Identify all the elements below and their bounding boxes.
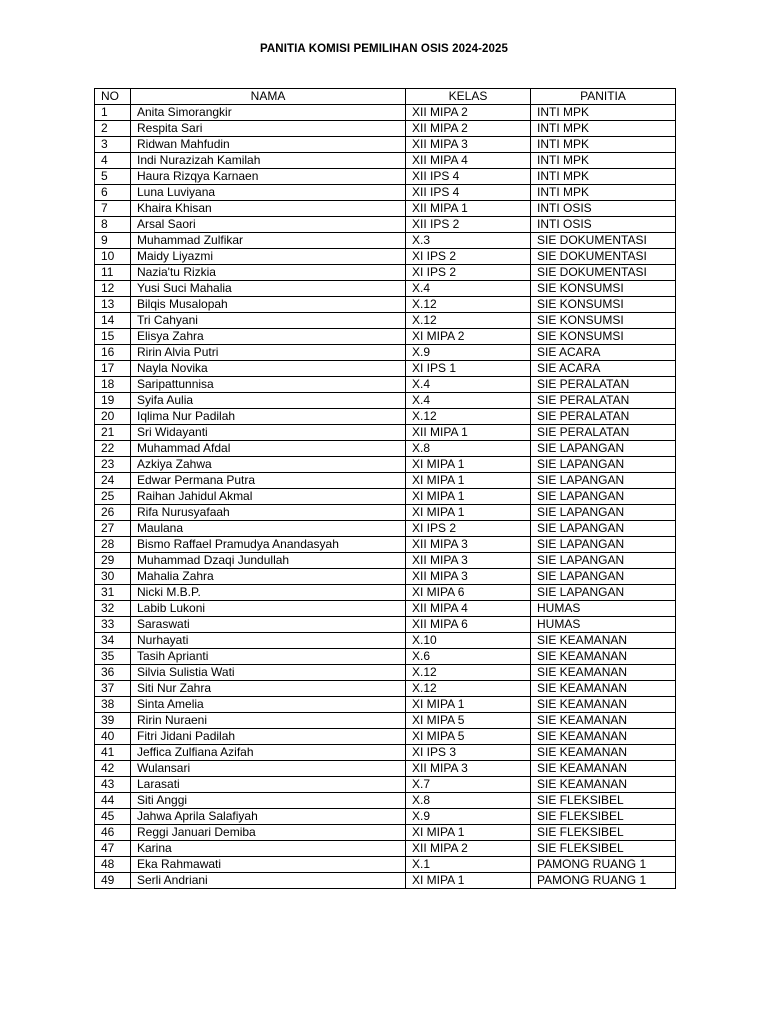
table-row — [95, 761, 676, 777]
cell-nama: Rifa Nurusyafaah — [131, 505, 406, 521]
cell-panitia: SIE KONSUMSI — [531, 281, 676, 297]
cell-kelas: X.12 — [406, 665, 531, 681]
cell-panitia: SIE LAPANGAN — [531, 489, 676, 505]
table-row — [95, 777, 676, 793]
cell-nama: Bismo Raffael Pramudya Anandasyah — [131, 537, 406, 553]
cell-panitia: SIE KEAMANAN — [531, 713, 676, 729]
cell-nama: Ridwan Mahfudin — [131, 137, 406, 153]
cell-panitia: SIE FLEKSIBEL — [531, 793, 676, 809]
cell-panitia: SIE KONSUMSI — [531, 329, 676, 345]
cell-no: 34 — [95, 633, 131, 649]
table-row — [95, 713, 676, 729]
cell-nama: Reggi Januari Demiba — [131, 825, 406, 841]
cell-nama: Khaira Khisan — [131, 201, 406, 217]
cell-nama: Bilqis Musalopah — [131, 297, 406, 313]
cell-panitia: PAMONG RUANG 1 — [531, 857, 676, 873]
table-row — [95, 153, 676, 169]
cell-kelas: XII MIPA 3 — [406, 761, 531, 777]
cell-panitia: INTI MPK — [531, 169, 676, 185]
cell-panitia: HUMAS — [531, 617, 676, 633]
cell-panitia: SIE LAPANGAN — [531, 537, 676, 553]
table-row — [95, 249, 676, 265]
cell-kelas: X.9 — [406, 345, 531, 361]
table-row — [95, 217, 676, 233]
cell-panitia: SIE KEAMANAN — [531, 745, 676, 761]
cell-nama: Tasih Aprianti — [131, 649, 406, 665]
column-header-nama: NAMA — [131, 89, 406, 105]
cell-nama: Sinta Amelia — [131, 697, 406, 713]
cell-kelas: X.6 — [406, 649, 531, 665]
table-row — [95, 361, 676, 377]
table-body — [95, 105, 676, 889]
cell-panitia: SIE LAPANGAN — [531, 505, 676, 521]
column-header-panitia: PANITIA — [531, 89, 676, 105]
cell-kelas: XI MIPA 1 — [406, 505, 531, 521]
cell-nama: Luna Luviyana — [131, 185, 406, 201]
table-row — [95, 537, 676, 553]
cell-nama: Jahwa Aprila Salafiyah — [131, 809, 406, 825]
cell-kelas: XII MIPA 2 — [406, 121, 531, 137]
table-row — [95, 377, 676, 393]
cell-no: 36 — [95, 665, 131, 681]
cell-nama: Silvia Sulistia Wati — [131, 665, 406, 681]
column-header-kelas: KELAS — [406, 89, 531, 105]
table-row — [95, 553, 676, 569]
cell-kelas: XII MIPA 4 — [406, 153, 531, 169]
cell-kelas: X.4 — [406, 377, 531, 393]
table-row — [95, 521, 676, 537]
cell-panitia: PAMONG RUANG 1 — [531, 873, 676, 889]
cell-nama: Syifa Aulia — [131, 393, 406, 409]
cell-panitia: SIE DOKUMENTASI — [531, 265, 676, 281]
cell-panitia: INTI MPK — [531, 105, 676, 121]
cell-no: 9 — [95, 233, 131, 249]
cell-no: 41 — [95, 745, 131, 761]
cell-no: 8 — [95, 217, 131, 233]
cell-nama: Elisya Zahra — [131, 329, 406, 345]
cell-no: 7 — [95, 201, 131, 217]
table-row — [95, 409, 676, 425]
cell-kelas: XII MIPA 2 — [406, 105, 531, 121]
cell-kelas: XI MIPA 5 — [406, 729, 531, 745]
cell-panitia: SIE FLEKSIBEL — [531, 841, 676, 857]
cell-panitia: INTI OSIS — [531, 217, 676, 233]
table-row — [95, 121, 676, 137]
cell-kelas: XI MIPA 1 — [406, 697, 531, 713]
cell-nama: Muhammad Zulfikar — [131, 233, 406, 249]
cell-kelas: X.8 — [406, 793, 531, 809]
table-row — [95, 169, 676, 185]
cell-no: 37 — [95, 681, 131, 697]
cell-panitia: SIE LAPANGAN — [531, 457, 676, 473]
cell-nama: Eka Rahmawati — [131, 857, 406, 873]
cell-kelas: X.12 — [406, 681, 531, 697]
cell-panitia: SIE KEAMANAN — [531, 777, 676, 793]
table-row — [95, 313, 676, 329]
cell-nama: Sri Widayanti — [131, 425, 406, 441]
cell-nama: Muhammad Afdal — [131, 441, 406, 457]
cell-nama: Edwar Permana Putra — [131, 473, 406, 489]
cell-no: 21 — [95, 425, 131, 441]
cell-no: 30 — [95, 569, 131, 585]
cell-kelas: X.8 — [406, 441, 531, 457]
cell-nama: Saripattunnisa — [131, 377, 406, 393]
table-row — [95, 633, 676, 649]
table-row — [95, 281, 676, 297]
table-row — [95, 489, 676, 505]
cell-kelas: XII IPS 4 — [406, 169, 531, 185]
cell-no: 22 — [95, 441, 131, 457]
cell-kelas: XII MIPA 4 — [406, 601, 531, 617]
cell-no: 43 — [95, 777, 131, 793]
cell-nama: Anita Simorangkir — [131, 105, 406, 121]
cell-nama: Maidy Liyazmi — [131, 249, 406, 265]
table-row — [95, 393, 676, 409]
cell-panitia: SIE LAPANGAN — [531, 585, 676, 601]
cell-no: 20 — [95, 409, 131, 425]
cell-nama: Muhammad Dzaqi Jundullah — [131, 553, 406, 569]
cell-no: 18 — [95, 377, 131, 393]
table-row — [95, 841, 676, 857]
table-row — [95, 473, 676, 489]
cell-kelas: XI MIPA 6 — [406, 585, 531, 601]
cell-no: 15 — [95, 329, 131, 345]
cell-nama: Haura Rizqya Karnaen — [131, 169, 406, 185]
cell-nama: Respita Sari — [131, 121, 406, 137]
table-row — [95, 617, 676, 633]
cell-panitia: SIE KEAMANAN — [531, 729, 676, 745]
cell-kelas: XII MIPA 3 — [406, 569, 531, 585]
table-row — [95, 729, 676, 745]
cell-no: 28 — [95, 537, 131, 553]
cell-no: 31 — [95, 585, 131, 601]
cell-no: 11 — [95, 265, 131, 281]
cell-nama: Indi Nurazizah Kamilah — [131, 153, 406, 169]
cell-kelas: XII MIPA 3 — [406, 137, 531, 153]
cell-kelas: X.12 — [406, 313, 531, 329]
cell-no: 24 — [95, 473, 131, 489]
cell-panitia: SIE LAPANGAN — [531, 553, 676, 569]
cell-no: 2 — [95, 121, 131, 137]
cell-no: 48 — [95, 857, 131, 873]
cell-nama: Tri Cahyani — [131, 313, 406, 329]
table-row — [95, 105, 676, 121]
cell-kelas: XI MIPA 1 — [406, 825, 531, 841]
table-row — [95, 297, 676, 313]
cell-kelas: XI IPS 3 — [406, 745, 531, 761]
cell-no: 16 — [95, 345, 131, 361]
cell-panitia: SIE KEAMANAN — [531, 649, 676, 665]
table-header-row — [95, 89, 676, 105]
cell-panitia: SIE LAPANGAN — [531, 473, 676, 489]
cell-panitia: SIE FLEKSIBEL — [531, 809, 676, 825]
cell-kelas: XI MIPA 1 — [406, 473, 531, 489]
cell-kelas: X.7 — [406, 777, 531, 793]
cell-no: 32 — [95, 601, 131, 617]
cell-nama: Arsal Saori — [131, 217, 406, 233]
table-row — [95, 809, 676, 825]
cell-no: 12 — [95, 281, 131, 297]
cell-no: 14 — [95, 313, 131, 329]
table-row — [95, 505, 676, 521]
table-row — [95, 681, 676, 697]
cell-panitia: SIE KEAMANAN — [531, 697, 676, 713]
cell-panitia: SIE PERALATAN — [531, 377, 676, 393]
cell-panitia: SIE FLEKSIBEL — [531, 825, 676, 841]
table-row — [95, 345, 676, 361]
table-row — [95, 649, 676, 665]
cell-no: 47 — [95, 841, 131, 857]
table-row — [95, 233, 676, 249]
table-row — [95, 569, 676, 585]
cell-panitia: SIE PERALATAN — [531, 409, 676, 425]
cell-no: 49 — [95, 873, 131, 889]
cell-kelas: X.12 — [406, 409, 531, 425]
cell-panitia: INTI MPK — [531, 185, 676, 201]
cell-kelas: XI MIPA 1 — [406, 489, 531, 505]
cell-kelas: XII IPS 4 — [406, 185, 531, 201]
cell-panitia: SIE KEAMANAN — [531, 665, 676, 681]
cell-panitia: SIE LAPANGAN — [531, 441, 676, 457]
cell-kelas: XI IPS 2 — [406, 249, 531, 265]
cell-nama: Wulansari — [131, 761, 406, 777]
cell-kelas: X.1 — [406, 857, 531, 873]
cell-panitia: SIE ACARA — [531, 361, 676, 377]
cell-no: 25 — [95, 489, 131, 505]
cell-nama: Siti Nur Zahra — [131, 681, 406, 697]
table-row — [95, 745, 676, 761]
cell-nama: Ririn Alvia Putri — [131, 345, 406, 361]
cell-kelas: XI MIPA 1 — [406, 457, 531, 473]
cell-panitia: SIE PERALATAN — [531, 393, 676, 409]
cell-kelas: XII MIPA 1 — [406, 425, 531, 441]
committee-table — [94, 88, 676, 889]
cell-no: 6 — [95, 185, 131, 201]
cell-panitia: INTI MPK — [531, 137, 676, 153]
cell-no: 3 — [95, 137, 131, 153]
table-row — [95, 697, 676, 713]
cell-kelas: X.12 — [406, 297, 531, 313]
cell-no: 29 — [95, 553, 131, 569]
cell-panitia: HUMAS — [531, 601, 676, 617]
table-row — [95, 793, 676, 809]
cell-no: 27 — [95, 521, 131, 537]
cell-no: 13 — [95, 297, 131, 313]
cell-no: 44 — [95, 793, 131, 809]
cell-panitia: SIE LAPANGAN — [531, 569, 676, 585]
cell-nama: Nicki M.B.P. — [131, 585, 406, 601]
cell-no: 5 — [95, 169, 131, 185]
cell-nama: Maulana — [131, 521, 406, 537]
cell-kelas: XI MIPA 1 — [406, 873, 531, 889]
table-row — [95, 873, 676, 889]
page-title: PANITIA KOMISI PEMILIHAN OSIS 2024-2025 — [259, 43, 509, 55]
table-row — [95, 857, 676, 873]
cell-nama: Serli Andriani — [131, 873, 406, 889]
cell-panitia: SIE ACARA — [531, 345, 676, 361]
cell-no: 19 — [95, 393, 131, 409]
cell-kelas: XII MIPA 3 — [406, 553, 531, 569]
cell-panitia: SIE DOKUMENTASI — [531, 249, 676, 265]
table-row — [95, 329, 676, 345]
cell-nama: Raihan Jahidul Akmal — [131, 489, 406, 505]
cell-nama: Nayla Novika — [131, 361, 406, 377]
table-row — [95, 585, 676, 601]
cell-nama: Fitri Jidani Padilah — [131, 729, 406, 745]
cell-no: 26 — [95, 505, 131, 521]
cell-no: 40 — [95, 729, 131, 745]
cell-panitia: SIE KEAMANAN — [531, 761, 676, 777]
column-header-no: NO — [95, 89, 131, 105]
cell-kelas: XI MIPA 5 — [406, 713, 531, 729]
table-row — [95, 601, 676, 617]
cell-no: 38 — [95, 697, 131, 713]
table-row — [95, 201, 676, 217]
cell-panitia: INTI OSIS — [531, 201, 676, 217]
table-row — [95, 441, 676, 457]
table-row — [95, 825, 676, 841]
cell-nama: Karina — [131, 841, 406, 857]
table-row — [95, 665, 676, 681]
cell-nama: Jeffica Zulfiana Azifah — [131, 745, 406, 761]
cell-no: 46 — [95, 825, 131, 841]
table-row — [95, 137, 676, 153]
cell-kelas: X.3 — [406, 233, 531, 249]
cell-no: 45 — [95, 809, 131, 825]
cell-nama: Ririn Nuraeni — [131, 713, 406, 729]
cell-kelas: X.4 — [406, 393, 531, 409]
cell-nama: Siti Anggi — [131, 793, 406, 809]
cell-no: 1 — [95, 105, 131, 121]
cell-kelas: X.4 — [406, 281, 531, 297]
table-row — [95, 265, 676, 281]
cell-nama: Labib Lukoni — [131, 601, 406, 617]
cell-no: 10 — [95, 249, 131, 265]
cell-no: 39 — [95, 713, 131, 729]
cell-panitia: SIE KONSUMSI — [531, 313, 676, 329]
cell-nama: Nurhayati — [131, 633, 406, 649]
cell-kelas: X.9 — [406, 809, 531, 825]
cell-no: 23 — [95, 457, 131, 473]
cell-kelas: XII MIPA 6 — [406, 617, 531, 633]
cell-no: 33 — [95, 617, 131, 633]
cell-no: 17 — [95, 361, 131, 377]
cell-panitia: SIE KEAMANAN — [531, 681, 676, 697]
cell-nama: Iqlima Nur Padilah — [131, 409, 406, 425]
cell-kelas: XII MIPA 1 — [406, 201, 531, 217]
table-row — [95, 185, 676, 201]
cell-nama: Larasati — [131, 777, 406, 793]
cell-kelas: XII MIPA 3 — [406, 537, 531, 553]
cell-kelas: XI IPS 2 — [406, 265, 531, 281]
cell-panitia: SIE LAPANGAN — [531, 521, 676, 537]
cell-kelas: X.10 — [406, 633, 531, 649]
cell-no: 42 — [95, 761, 131, 777]
cell-kelas: XII MIPA 2 — [406, 841, 531, 857]
cell-kelas: XI IPS 1 — [406, 361, 531, 377]
cell-panitia: SIE KEAMANAN — [531, 633, 676, 649]
table-row — [95, 425, 676, 441]
cell-nama: Azkiya Zahwa — [131, 457, 406, 473]
cell-nama: Nazia'tu Rizkia — [131, 265, 406, 281]
cell-no: 4 — [95, 153, 131, 169]
cell-nama: Yusi Suci Mahalia — [131, 281, 406, 297]
cell-panitia: SIE DOKUMENTASI — [531, 233, 676, 249]
cell-nama: Saraswati — [131, 617, 406, 633]
cell-panitia: SIE PERALATAN — [531, 425, 676, 441]
cell-kelas: XI MIPA 2 — [406, 329, 531, 345]
cell-kelas: XI IPS 2 — [406, 521, 531, 537]
cell-panitia: SIE KONSUMSI — [531, 297, 676, 313]
cell-panitia: INTI MPK — [531, 153, 676, 169]
cell-no: 35 — [95, 649, 131, 665]
cell-nama: Mahalia Zahra — [131, 569, 406, 585]
cell-kelas: XII IPS 2 — [406, 217, 531, 233]
table-row — [95, 457, 676, 473]
cell-panitia: INTI MPK — [531, 121, 676, 137]
